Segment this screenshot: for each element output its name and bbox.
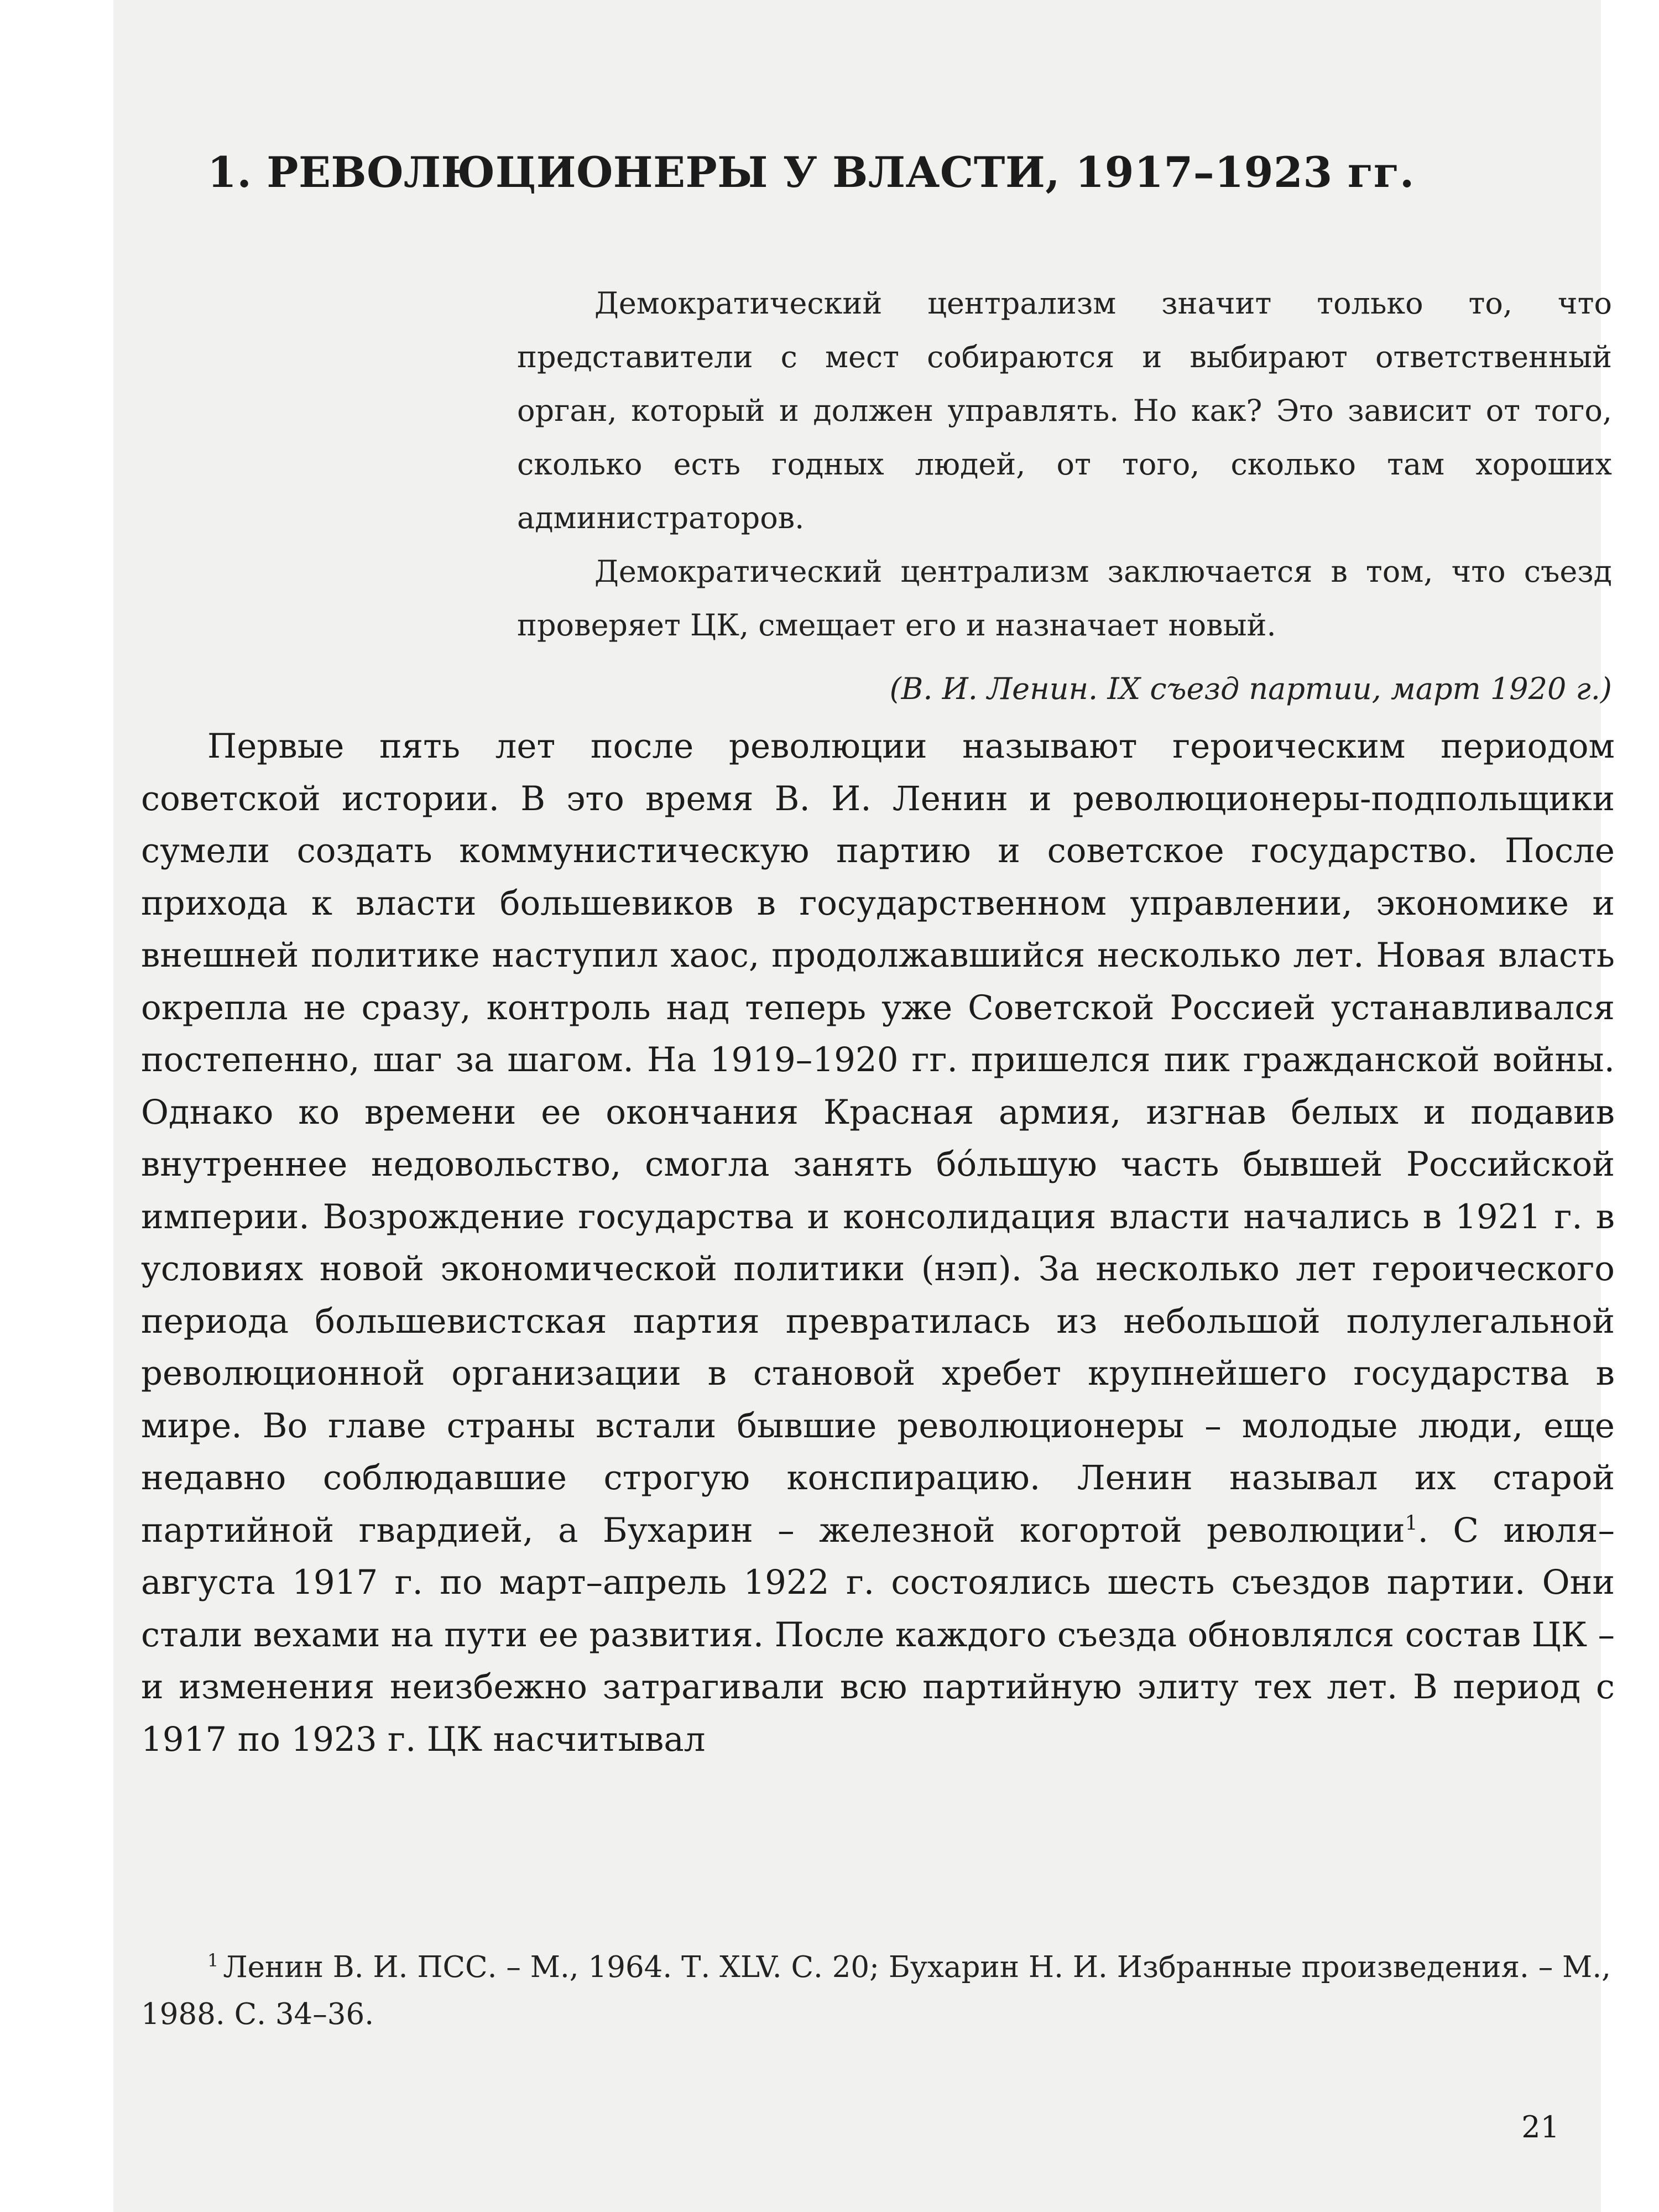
epigraph-paragraph-1: Демократический централизм значит только то, что представители с мест собираются и выбирают ответственный орган, который и должен управлять. Но как? Это зависит от того, сколько есть годных людей, от того, сколько там хороших администраторов. bbox=[517, 286, 1612, 535]
footnote-reference: 1 bbox=[1405, 1512, 1418, 1535]
book-page bbox=[113, 0, 1615, 2212]
footnote bbox=[141, 1944, 1615, 2038]
footnote-marker: 1 bbox=[207, 1950, 219, 1971]
section-heading: 1. РЕВОЛЮЦИОНЕРЫ У ВЛАСТИ, 1917–1923 гг. bbox=[207, 148, 1415, 197]
epigraph-source: (В. И. Ленин. IX съезд партии, март 1920 г.) bbox=[889, 671, 1612, 706]
page-number: 21 bbox=[1521, 2110, 1559, 2145]
footnote-text: Ленин В. И. ПСС. – М., 1964. Т. XLV. С. 20; Бухарин Н. И. Избранные произведения. – М., 1988. С. 34–36. bbox=[141, 1950, 1611, 2031]
epigraph bbox=[517, 276, 1612, 716]
body-text-part-1: Первые пять лет после революции называют героическим периодом советской истории. В это время В. И. Ленин и революционеры-подпольщики сумели создать коммунистическую партию и советское государство. После прихода к власти большевиков в государственном управлении, экономике и внешней политике наступил хаос, продолжавшийся несколько лет. Новая власть окрепла не сразу, контроль над теперь уже Советской Россией устанавливался постепенно, шаг за шагом. На 1919–1920 гг. пришелся пик гражданской войны. Однако ко времени ее окончания Красная армия, изгнав белых и подавив внутреннее недовольство, смогла занять бóльшую часть бывшей Российской империи. Возрождение государства и консолидация власти начались в 1921 г. в условиях новой экономической политики (нэп). За несколько лет героического периода большевистская партия превратилась из небольшой полулегальной революционной организации в становой хребет крупнейшего государства в мире. Во главе страны встали бывшие революционеры – молодые люди, еще недавно соблюдавшие строгую конспирацию. Ленин называл их старой партийной гвардией, а Бухарин – железной когортой революции bbox=[141, 727, 1615, 1550]
body-text-part-2: . С июля–августа 1917 г. по март–апрель 1922 г. состоялись шесть съездов партии. Они стали вехами на пути ее развития. После каждого съезда обновлялся состав ЦК – и изменения неизбежно затрагивали всю партийную элиту тех лет. В период с 1917 по 1923 г. ЦК насчитывал bbox=[141, 1510, 1615, 1759]
body-paragraph bbox=[141, 721, 1615, 1766]
epigraph-paragraph-2: Демократический централизм заключается в том, что съезд проверяет ЦК, смещает его и назначает новый. bbox=[517, 554, 1612, 643]
